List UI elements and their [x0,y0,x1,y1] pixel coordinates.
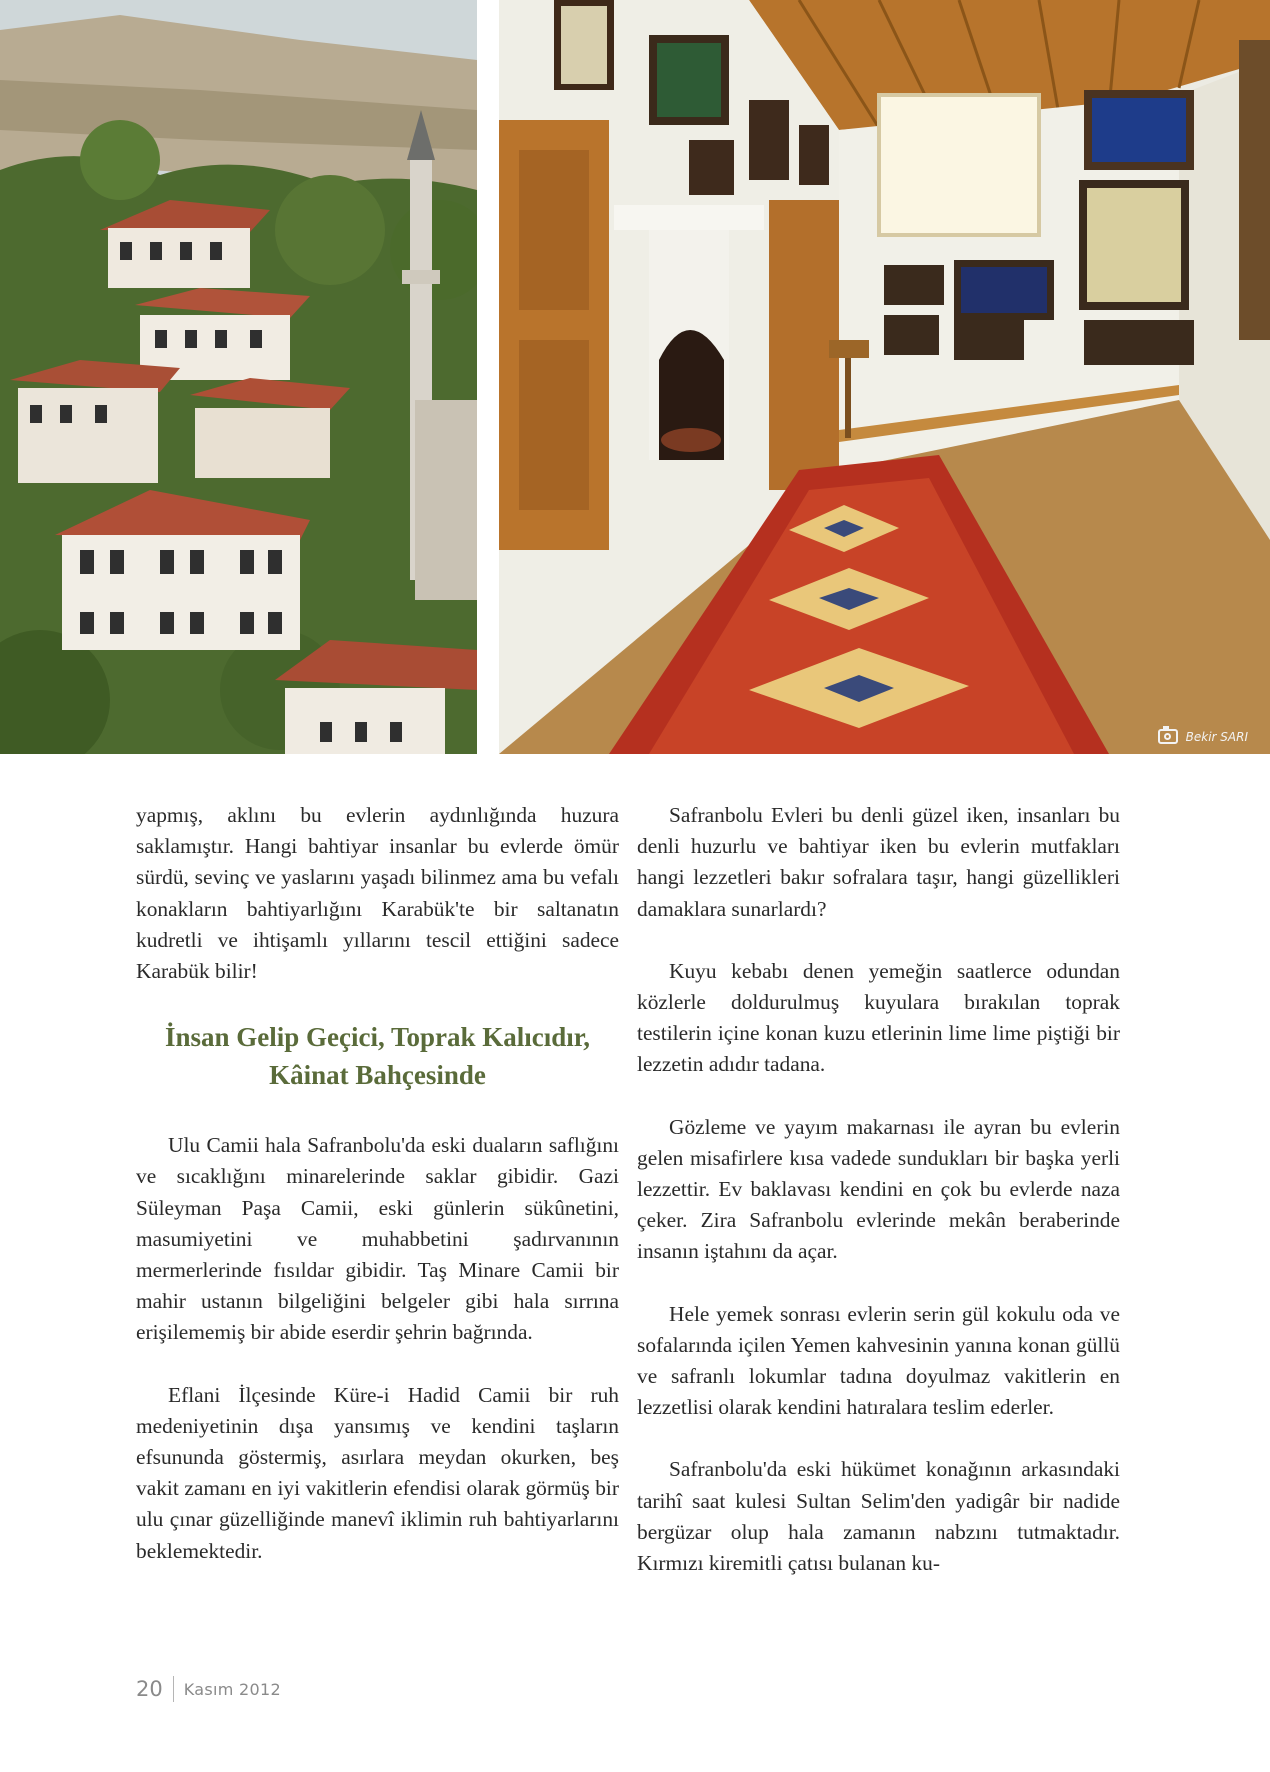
article-column-right [637,800,1120,1610]
houses-illustration [0,0,477,754]
issue-date: Kasım 2012 [183,1679,281,1699]
paragraph: yapmış, aklını bu evlerin aydınlığında huzura saklamıştır. Hangi bahtiyar insanlar bu evlerde ömür sürdü, sevinç ve yaslarını yaşadı bilinmez ama bu vefalı konakların bahtiyarlığını Karabük'te bir saltanatın kudretli ve ihtişamlı yıllarını tescil ettiğini sadece Karabük bilir! [136,803,619,984]
footer-divider [173,1676,174,1702]
photo-museum-room [499,0,1270,754]
page-footer [136,1676,281,1702]
section-heading: İnsan Gelip Geçici, Toprak Kalıcıdır, Kâinat Bahçesinde [164,1022,591,1091]
paragraph: Safranbolu Evleri bu denli güzel iken, insanları bu denli huzurlu ve bahtiyar iken bu evlerin mutfakları hangi lezzetleri bakır sofralara taşır, hangi güzellikleri damaklara sunarlardı? [637,803,1120,921]
photo-credit [1158,729,1248,744]
photo-credit-name: Bekir SARI [1185,729,1248,744]
room-illustration [499,0,1270,754]
paragraph: Gözleme ve yayım makarnası ile ayran bu evlerin gelen misafirlere kısa vadede sundukları bir başka yerli lezzettir. Ev baklavası kendini en çok bu evlerde naza çeker. Zira Safranbolu evlerinde mekân beraberinde insanın iştahını da açar. [637,1114,1120,1264]
paragraph: Safranbolu'da eski hükümet konağının arkasındaki tarihî saat kulesi Sultan Selim'den yadigâr bir nadide bergüzar olup hala zamanın nabzını tutmaktadır. Kırmızı kiremitli çatısı bulanan ku- [637,1457,1120,1576]
page-number: 20 [136,1677,163,1701]
paragraph: Eflani İlçesinde Küre-i Hadid Camii bir ruh medeniyetinin dışa yansımış ve kendini taşların efsununda göstermiş, asırlara meydan okurken, beş vakit zamanı en iyi vakitlerin efendisi olarak görmüş bir ulu çınar güzelliğinde manevî iklimin ruh bahtiyarlarını beklemektedir. [136,1382,619,1563]
paragraph: Hele yemek sonrası evlerin serin gül kokulu oda ve sofalarında içilen Yemen kahvesinin yanına konan güllü ve safranlı lokumlar tadına doyulmaz vakitlerin en lezzetlisi olarak kendini hatıralara teslim ederler. [637,1301,1120,1420]
paragraph: Ulu Camii hala Safranbolu'da eski duaların saflığını ve sıcaklığını minarelerinde saklar gibidir. Gazi Süleyman Paşa Camii, eski günlerin sükûnetini, masumiyetini ve muhabbetini şadırvanının mermerlerinde fısıldar gibidir. Taş Minare Camii bir mahir ustanın bilgeliğini belgeler gibi hala sırrına erişilememiş bir abide eserdir şehrin bağrında. [136,1133,619,1345]
article-column-left [136,800,619,1598]
paragraph: Kuyu kebabı denen yemeğin saatlerce odundan közlerle doldurulmuş kuyulara bırakılan toprak testilerin içine konan kuzu etlerinin lime lime piştiği bir lezzetin adıdır tadana. [637,958,1120,1077]
camera-icon [1158,729,1178,744]
photo-safranbolu-houses [0,0,477,754]
